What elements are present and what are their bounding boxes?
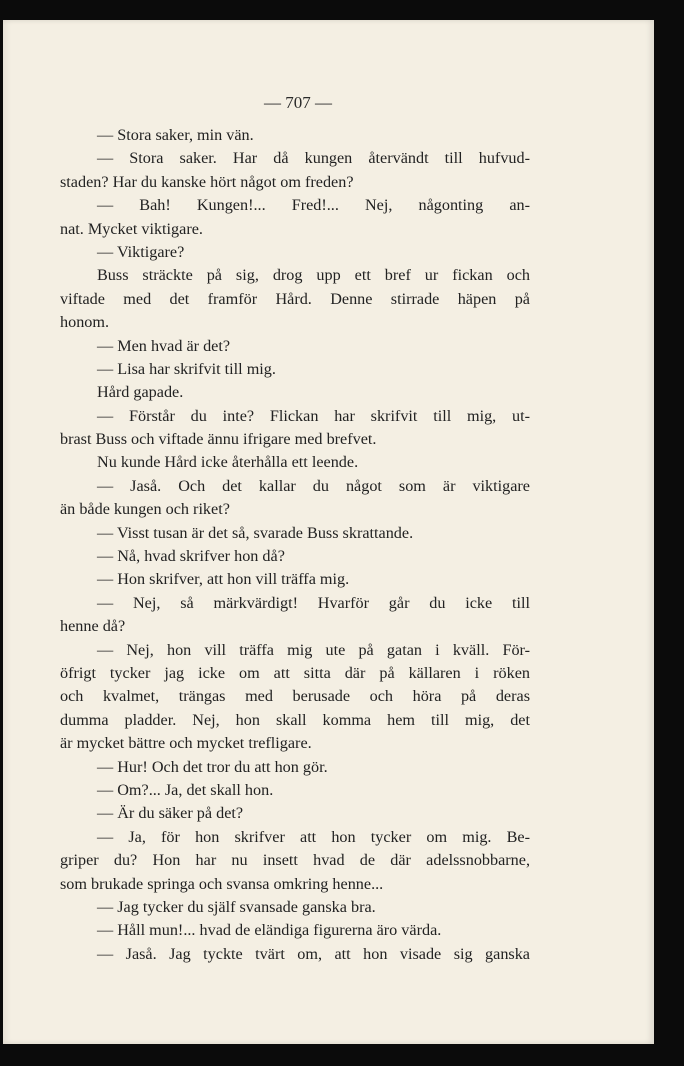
text-line: — Håll mun!... hvad de eländiga figurerna äro värda. [97, 921, 442, 940]
text-line: Nu kunde Hård icke återhålla ett leende. [97, 453, 359, 472]
text-line: dumma pladder. Nej, hon skall komma hem till mig, det [60, 710, 530, 729]
text-line: — Nå, hvad skrifver hon då? [97, 547, 285, 566]
text-line: — Men hvad är det? [97, 336, 231, 355]
text-line: — Viktigare? [97, 242, 185, 261]
text-line: brast Buss och viftade ännu ifrigare med brefvet. [60, 430, 377, 449]
text-line: — Är du säker på det? [97, 804, 244, 823]
text-line: — Nej, hon vill träffa mig ute på gatan i kväll. För- [97, 640, 530, 659]
text-line: — Ja, för hon skrifver att hon tycker om mig. Be- [97, 827, 530, 846]
text-line: griper du? Hon har nu insett hvad de där adelssnobbarne, [60, 851, 530, 870]
text-line: Buss sträckte på sig, drog upp ett bref ur fickan och [97, 266, 530, 285]
text-line: öfrigt tycker jag icke om att sitta där på källaren i röken [60, 663, 530, 682]
book-page [3, 20, 654, 1044]
text-line: — Nej, så märkvärdigt! Hvarför går du icke till [97, 593, 530, 612]
text-line: — Hur! Och det tror du att hon gör. [97, 757, 328, 776]
text-line: och kvalmet, trängas med berusade och höra på deras [60, 687, 530, 706]
text-line: Hård gapade. [97, 383, 184, 402]
text-line: honom. [60, 313, 110, 332]
text-line: viftade med det framför Hård. Denne stirrade häpen på [60, 289, 530, 308]
text-line: — Stora saker. Har då kungen återvändt till hufvud- [97, 149, 530, 168]
text-line: — Hon skrifver, att hon vill träffa mig. [97, 570, 350, 589]
text-line: — Bah! Kungen!... Fred!... Nej, någonting an- [97, 196, 530, 215]
text-line: som brukade springa och svansa omkring henne... [60, 874, 384, 893]
body-text [60, 124, 530, 966]
text-line: nat. Mycket viktigare. [60, 219, 203, 238]
text-line: än både kungen och riket? [60, 500, 230, 519]
text-line: — Visst tusan är det så, svarade Buss skrattande. [97, 523, 414, 542]
text-line: — Jaså. Och det kallar du något som är viktigare [97, 476, 530, 495]
text-line: — Jag tycker du själf svansade ganska bra. [97, 897, 376, 916]
text-line: — Om?... Ja, det skall hon. [97, 780, 274, 799]
page-number: — 707 — [264, 93, 332, 112]
text-line: staden? Har du kanske hört något om freden? [60, 172, 354, 191]
text-line: henne då? [60, 617, 126, 636]
text-line: — Förstår du inte? Flickan har skrifvit till mig, ut- [97, 406, 530, 425]
text-line: är mycket bättre och mycket trefligare. [60, 734, 312, 753]
text-line: — Stora saker, min vän. [97, 126, 254, 144]
text-line: — Lisa har skrifvit till mig. [97, 359, 276, 378]
text-line: — Jaså. Jag tyckte tvärt om, att hon visade sig ganska [97, 944, 530, 963]
